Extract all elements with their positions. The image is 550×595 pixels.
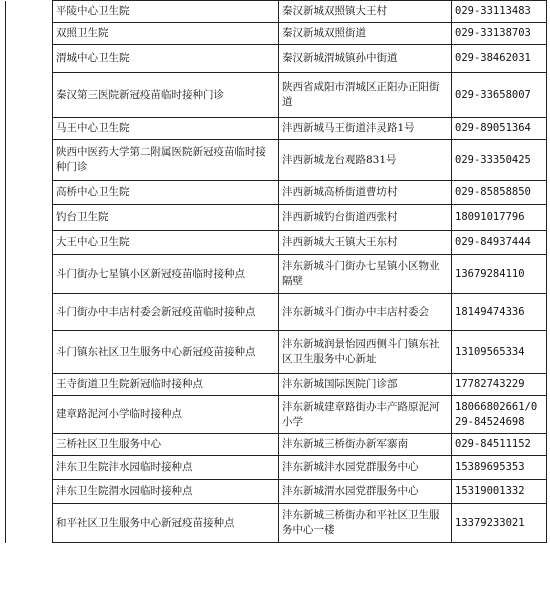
site-phone-cell: 15389695353 [452,456,547,480]
site-name-cell: 平陵中心卫生院 [53,1,279,23]
site-name-cell: 马王中心卫生院 [53,118,279,140]
table-row [6,45,547,73]
row-gutter-cell [6,504,53,543]
site-address-cell: 陕西省咸阳市渭城区正阳办正阳街道 [279,73,452,118]
site-phone-cell: 13379233021 [452,504,547,543]
site-name-cell: 大王中心卫生院 [53,231,279,255]
site-name-cell: 高桥中心卫生院 [53,181,279,205]
table-row [6,181,547,205]
row-gutter-cell [6,140,53,181]
site-name-cell: 秦汉第三医院新冠疫苗临时接种门诊 [53,73,279,118]
vaccination-site-table [5,0,547,543]
row-gutter-cell [6,23,53,45]
row-gutter-cell [6,73,53,118]
site-address-cell: 沣西新城高桥街道曹坊村 [279,181,452,205]
site-address-cell: 沣西新城龙台观路831号 [279,140,452,181]
site-name-cell: 钓台卫生院 [53,205,279,231]
site-address-cell: 沣东新城建章路街办丰产路原泥河小学 [279,396,452,434]
row-gutter-cell [6,480,53,504]
site-phone-cell: 029-33113483 [452,1,547,23]
site-phone-cell: 029-85858850 [452,181,547,205]
site-phone-cell: 13679284110 [452,255,547,294]
site-address-cell: 沣东新城斗门街办七星镇小区物业隔壁 [279,255,452,294]
site-name-cell: 建章路泥河小学临时接种点 [53,396,279,434]
site-phone-cell: 029-33350425 [452,140,547,181]
site-address-cell: 秦汉新城双照镇大王村 [279,1,452,23]
site-address-cell: 沣东新城沣水园党群服务中心 [279,456,452,480]
row-gutter-cell [6,231,53,255]
site-address-cell: 秦汉新城双照街道 [279,23,452,45]
site-name-cell: 斗门街办七星镇小区新冠疫苗临时接种点 [53,255,279,294]
site-name-cell: 渭城中心卫生院 [53,45,279,73]
table-row [6,456,547,480]
row-gutter-cell [6,45,53,73]
site-address-cell: 秦汉新城渭城镇孙中街道 [279,45,452,73]
table-row [6,374,547,396]
table-row [6,294,547,331]
site-phone-cell: 18091017796 [452,205,547,231]
row-gutter-cell [6,396,53,434]
site-address-cell: 沣东新城国际医院门诊部 [279,374,452,396]
site-name-cell: 沣东卫生院渭水园临时接种点 [53,480,279,504]
row-gutter-cell [6,205,53,231]
table-row [6,205,547,231]
table-row [6,118,547,140]
table-row [6,480,547,504]
row-gutter-cell [6,255,53,294]
site-name-cell: 和平社区卫生服务中心新冠疫苗接种点 [53,504,279,543]
site-phone-cell: 17782743229 [452,374,547,396]
site-address-cell: 沣东新城斗门街办中丰店村委会 [279,294,452,331]
table-row [6,504,547,543]
site-phone-cell: 15319001332 [452,480,547,504]
site-name-cell: 斗门镇东社区卫生服务中心新冠疫苗接种点 [53,331,279,374]
row-gutter-cell [6,294,53,331]
site-address-cell: 沣西新城大王镇大王东村 [279,231,452,255]
row-gutter-cell [6,331,53,374]
site-name-cell: 沣东卫生院沣水园临时接种点 [53,456,279,480]
site-phone-cell: 029-38462031 [452,45,547,73]
table-row [6,140,547,181]
site-phone-cell: 029-89051364 [452,118,547,140]
site-phone-cell: 029-84511152 [452,434,547,456]
row-gutter-cell [6,1,53,23]
site-address-cell: 沣西新城钓台街道西张村 [279,205,452,231]
site-name-cell: 陕西中医药大学第二附属医院新冠疫苗临时接种门诊 [53,140,279,181]
table-row [6,231,547,255]
site-address-cell: 沣西新城马王街道沣灵路1号 [279,118,452,140]
table-row [6,434,547,456]
site-phone-cell: 18149474336 [452,294,547,331]
table-body [6,1,547,543]
site-name-cell: 斗门街办中丰店村委会新冠疫苗临时接种点 [53,294,279,331]
site-address-cell: 沣东新城润景怡园西侧斗门镇东社区卫生服务中心新址 [279,331,452,374]
table-row [6,396,547,434]
row-gutter-cell [6,118,53,140]
table-row [6,255,547,294]
table-row [6,331,547,374]
row-gutter-cell [6,181,53,205]
table-row [6,73,547,118]
site-address-cell: 沣东新城三桥街办和平社区卫生服务中心一楼 [279,504,452,543]
table-row [6,23,547,45]
site-phone-cell: 029-84937444 [452,231,547,255]
site-phone-cell: 13109565334 [452,331,547,374]
site-name-cell: 双照卫生院 [53,23,279,45]
row-gutter-cell [6,456,53,480]
site-phone-cell: 029-33658007 [452,73,547,118]
site-name-cell: 王寺街道卫生院新冠临时接种点 [53,374,279,396]
site-phone-cell: 029-33138703 [452,23,547,45]
row-gutter-cell [6,434,53,456]
site-phone-cell: 18066802661/029-84524698 [452,396,547,434]
site-name-cell: 三桥社区卫生服务中心 [53,434,279,456]
site-address-cell: 沣东新城三桥街办新军寨南 [279,434,452,456]
row-gutter-cell [6,374,53,396]
table-row [6,1,547,23]
site-address-cell: 沣东新城渭水园党群服务中心 [279,480,452,504]
